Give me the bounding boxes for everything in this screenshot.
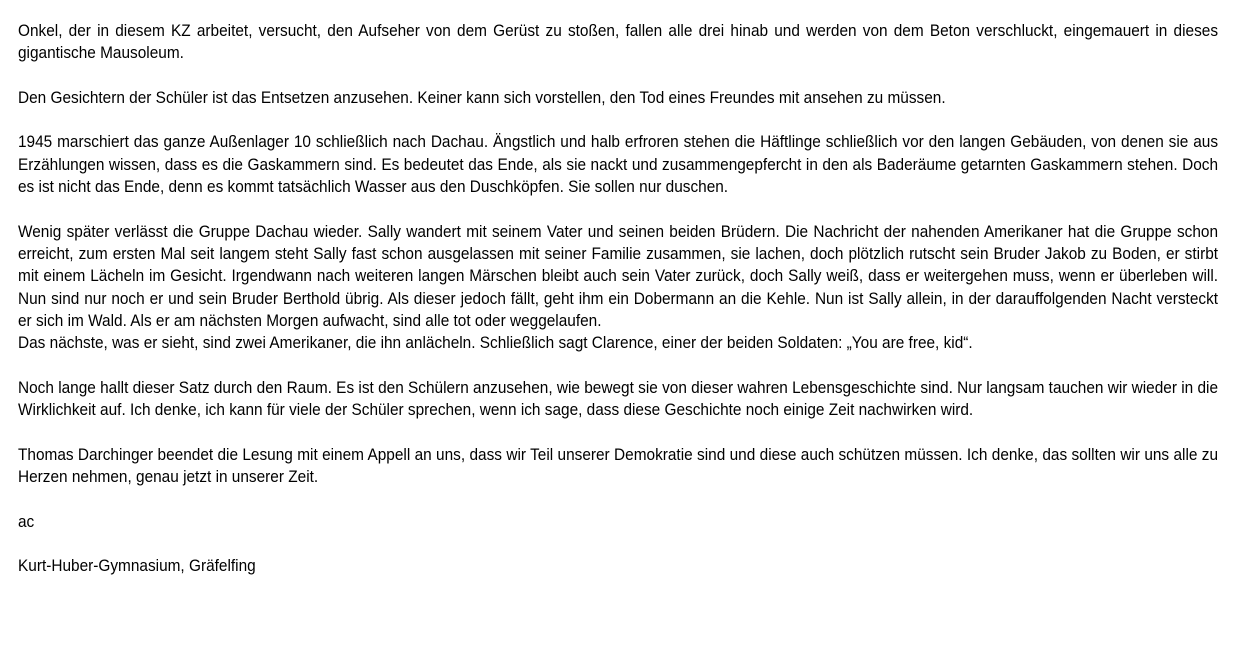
paragraph-echo: Noch lange hallt dieser Satz durch den Raum. Es ist den Schülern anzusehen, wie bewegt sie von dieser wahren Lebensgeschichte sind. Nur langsam tauchen wir wieder in die Wirklichkeit auf. Ich denke, ich kann für viele der Schüler sprechen, wenn ich sage, dass diese Geschichte noch einige Zeit nachwirken wird.	[18, 377, 1219, 420]
article-body	[18, 20, 1218, 600]
paragraph-closing: Thomas Darchinger beendet die Lesung mit einem Appell an uns, dass wir Teil unserer Demokratie sind und diese auch schützen müssen. Ich denke, das sollten wir uns alle zu Herzen nehmen, genau jetzt in unserer Zeit.	[18, 444, 1219, 486]
paragraph-uncle: Onkel, der in diesem KZ arbeitet, versucht, den Aufseher von dem Gerüst zu stoßen, fallen alle drei hinab und werden von dem Beton verschluckt, eingemauert in dieses gigantische Mausoleum.	[18, 21, 1219, 63]
paragraph-dachau-1945: 1945 marschiert das ganze Außenlager 10 schließlich nach Dachau. Ängstlich und halb erfroren stehen die Häftlinge schließlich vor den langen Gebäuden, von denen sie aus Erzählungen wissen, dass es die Gaskammern sind. Es bedeutet das Ende, als sie nackt und zusammengepfercht in den als Baderäume getarnten Gaskammern stehen. Doch es ist nicht das Ende, denn es kommt tatsächlich Wasser aus den Duschköpfen. Sie sollen nur duschen.	[18, 132, 1219, 197]
author-initials: ac	[18, 511, 35, 531]
paragraph-students-reaction: Den Gesichtern der Schüler ist das Entsetzen anzusehen. Keiner kann sich vorstellen, den Tod eines Freundes mit ansehen zu müssen.	[18, 87, 946, 107]
school-name: Kurt-Huber-Gymnasium, Gräfelfing	[18, 556, 256, 576]
paragraph-liberation: Das nächste, was er sieht, sind zwei Amerikaner, die ihn anlächeln. Schließlich sagt Clarence, einer der beiden Soldaten: „You are free, kid“.	[18, 333, 973, 353]
paragraph-march: Wenig später verlässt die Gruppe Dachau wieder. Sally wandert mit seinem Vater und seinen beiden Brüdern. Die Nachricht der nahenden Amerikaner hat die Gruppe schon erreicht, zum ersten Mal seit langem steht Sally fast schon ausgelassen mit seiner Familie zusammen, sie lachen, doch plötzlich rutscht sein Bruder Jakob zu Boden, er stirbt mit einem Lächeln im Gesicht. Irgendwann nach weiteren langen Märschen bleibt auch sein Vater zurück, doch Sally weiß, dass er weitergehen muss, wenn er überleben will. Nun sind nur noch er und sein Bruder Berthold übrig. Als dieser jedoch fällt, geht ihm ein Dobermann an die Kehle. Nun ist Sally allein, in der darauffolgenden Nacht versteckt er sich im Wald. Als er am nächsten Morgen aufwacht, sind alle tot oder weggelaufen.	[18, 221, 1219, 330]
